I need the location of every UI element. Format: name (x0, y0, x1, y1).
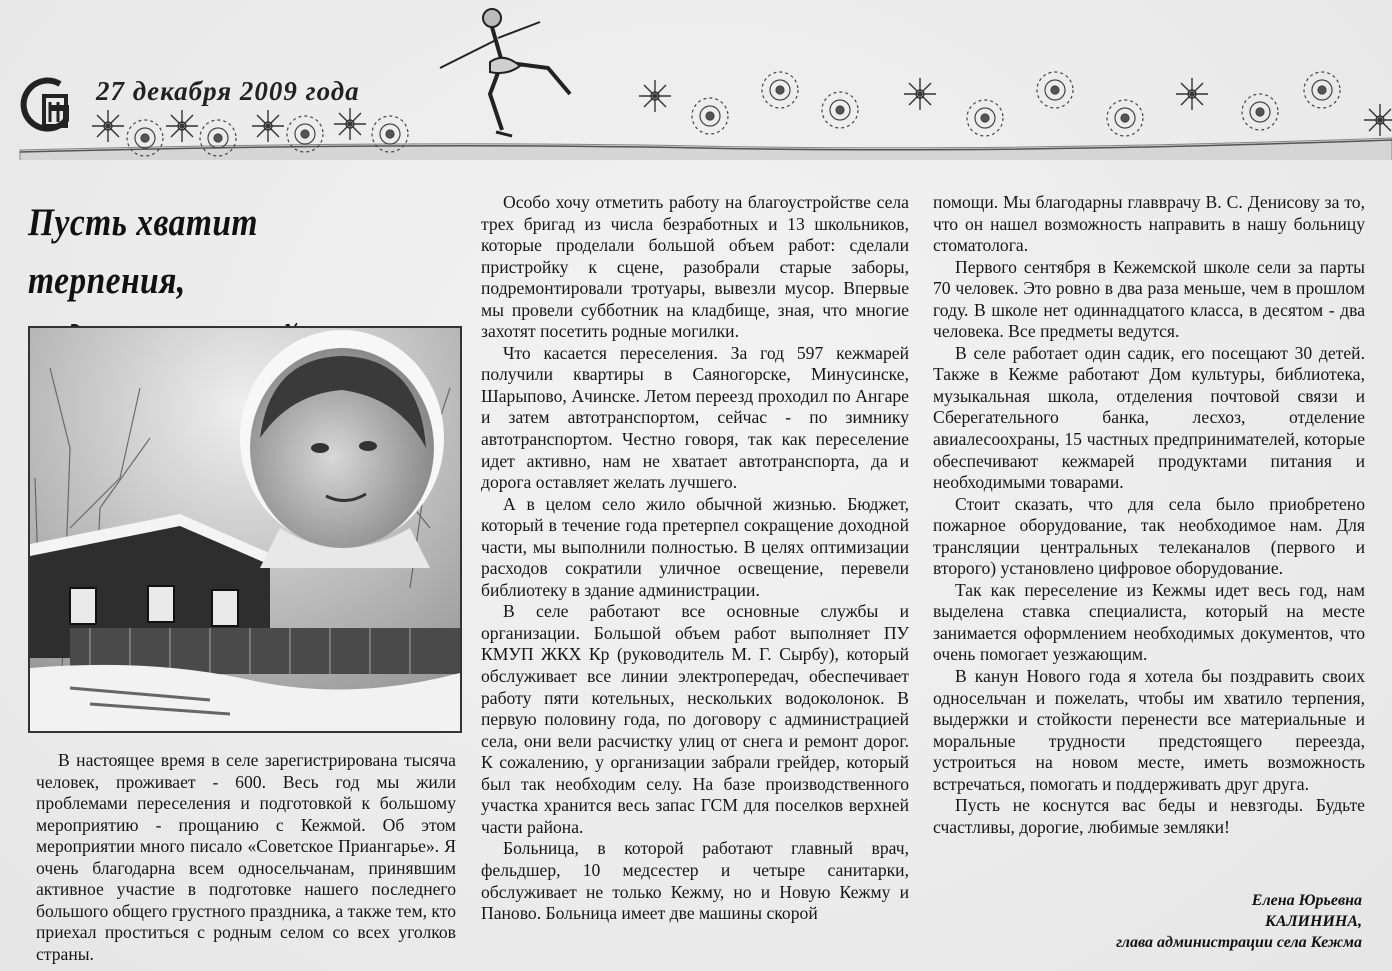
paragraph: Что касается переселения. За год 597 кежмарей получили квартиры в Саяногорске, Минусинске, Шарыпово, Ачинске. Летом переезд проходил по Ангаре и затем автотранспортом, сейчас - по зимнику автотранспортом. Честно говоря, так как переселение идет активно, нам не хватает автотранспорта, да и дорога оставляет желать лучшего. (481, 342, 909, 493)
issue-date: 27 декабря 2009 года (96, 76, 360, 106)
paragraph: Пусть не коснутся вас беды и невзгоды. Будьте счастливы, дорогие, любимые земляки! (933, 795, 1365, 837)
newspaper-logo-icon (20, 76, 76, 136)
author-name: Елена Юрьевна (1251, 892, 1362, 909)
paragraph: помощи. Мы благодарны главврачу В. С. Денисову за то, что он нашел возможность направить в нашу больницу стоматолога. (933, 192, 1365, 256)
figure-skater-icon (430, 2, 590, 150)
author-position: глава администрации села Кежма (1116, 934, 1362, 951)
paragraph: В настоящее время в селе зарегистрирована тысяча человек, проживает - 600. Весь год мы жили проблемами переселения и подготовкой к большому мероприятию - прощанию с Кежмой. Об этом мероприятии много писало «Советское Приангарье». Я очень благодарна всем односельчанам, принявшим активное участие в подготовке нашего последнего большого общего грустного праздника, а также тем, кто приехал проститься с родным селом со всех уголков страны. (36, 750, 456, 964)
author-surname: КАЛИНИНА, (1265, 913, 1362, 930)
paragraph: Стоит сказать, что для села было приобретено пожарное оборудование, так необходимое нам. Для трансляции центральных телеканалов (первого и второго) установлено цифровое оборудование. (933, 493, 1365, 579)
article-column-3 (933, 192, 1365, 838)
article-column-1 (36, 750, 456, 965)
paragraph: В канун Нового года я хотела бы поздравить своих односельчан и пожелать, чтобы им хватило терпения, выдержки и стойкости перенести все материальные и моральные трудности предстоящего переезда, устроиться на новом месте, иметь возможность встречаться, помогать и поддерживать друг друга. (933, 666, 1365, 794)
paragraph: Особо хочу отметить работу на благоустройстве села трех бригад из числа безработных и 13 школьников, которые проделали большой объем работ: сделали пристройку к сцене, разобрали старые заборы, подремонтировали тротуары, вывезли мусор. Впервые мы провели субботник на кладбище, зная, что многие захотят посетить родные могилки. (481, 192, 909, 342)
paragraph: Так как переселение из Кежмы идет весь год, нам выделена ставка специалиста, который на месте занимается оформлением необходимых документов, что очень помогает уезжающим. (933, 579, 1365, 665)
paragraph: В селе работает один садик, его посещают 30 детей. Также в Кежме работают Дом культуры, библиотека, музыкальная школа, отделения почтовой связи и Сберегательного банка, лесхоз, отделение авиалесоохраны, 15 частных предпринимателей, которые обеспечивают кежмарей продуктами питания и необходимыми товарами. (933, 342, 1365, 493)
article-column-2 (481, 192, 909, 925)
paragraph: Больница, в которой работают главный врач, фельдшер, 10 медсестер и четыре санитарки, обслуживает не только Кежму, но и Новую Кежму и Паново. Больница имеет две машины скорой (481, 838, 909, 924)
author-signature (1116, 890, 1362, 953)
article-photo (28, 326, 462, 733)
paragraph: Первого сентября в Кежемской школе сели за парты 70 человек. Это ровно в два раза меньше, чем в прошлом году. В школе нет одиннадцатого класса, в десятом - два человека. Все предметы ведутся. (933, 256, 1365, 342)
paragraph: В селе работают все основные службы и организации. Большой объем работ выполняет ПУ КМУП ЖКХ Кр (руководитель М. Г. Сырбу), который обслуживает все линии электропередач, обеспечивает работу пяти котельных, нескольких водоколонок. В первую половину года, по договору с администрацией села, они вели расчистку улиц от снега и ремонт дорог. К сожалению, у организации забрали грейдер, который был так необходим селу. На базе производственного участка хранится весь запас ГСМ для поселков верхней части района. (481, 601, 909, 837)
paragraph: А в целом село жило обычной жизнью. Бюджет, который в течение года претерпел сокращение доходной части, мы выполнили полностью. В целях оптимизации расходов сократили уличное освещение, перевели библиотеку в здание администрации. (481, 493, 909, 600)
title-line-1: Пусть хватит терпения, (28, 201, 258, 302)
